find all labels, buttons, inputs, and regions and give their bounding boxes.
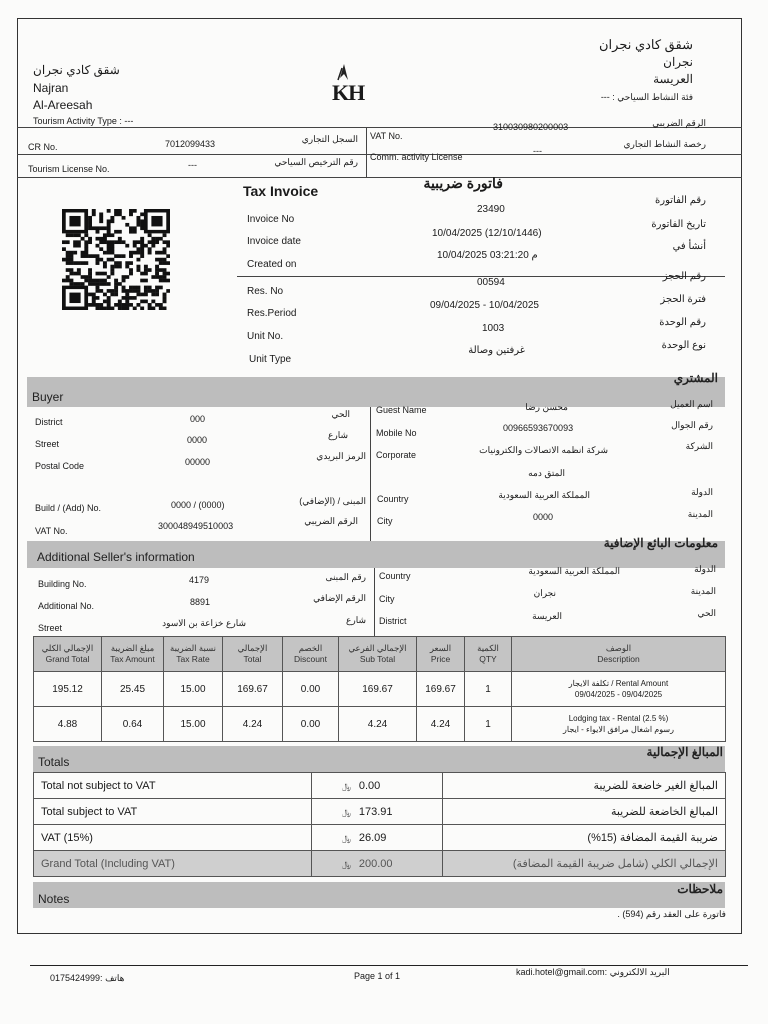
col-tax-amount: مبلغ الضريبة Tax Amount — [102, 637, 164, 672]
seller-additional-label-ar: الرقم الإضافي — [313, 593, 366, 603]
buyer-postal-label-ar: الرمز البريدي — [316, 451, 366, 461]
riyal-icon: ﷼ — [342, 781, 351, 791]
comm-license-value: --- — [533, 146, 542, 156]
grand-total-label: Grand Total (Including VAT) — [34, 851, 312, 877]
totals-title-ar: المبالغ الإجمالية — [646, 745, 723, 759]
tourism-license-label-ar: رقم الترخيص السياحي — [274, 157, 358, 167]
seller-country-value: المملكة العربية السعودية — [528, 566, 620, 576]
riyal-icon: ﷼ — [342, 833, 351, 843]
corporate-value: شركة انظمه الاتصالات والكترونيات — [479, 445, 608, 455]
cell-sub-total: 169.67 — [339, 672, 417, 707]
invoice-title-ar: فاتورة ضريبية — [423, 175, 503, 191]
cell-qty: 1 — [465, 672, 512, 707]
seller-district-label-ar: الحي — [697, 608, 716, 618]
comm-license-label-ar: رخصة النشاط التجاري — [623, 139, 706, 149]
cell-discount: 0.00 — [283, 672, 339, 707]
guest-name-value: محسن رضا — [525, 402, 568, 412]
buyer-vat-label-ar: الرقم الضريبي — [304, 516, 358, 526]
mobile-label-ar: رقم الجوال — [671, 420, 713, 430]
col-qty: الكمية QTY — [465, 637, 512, 672]
items-header-row — [34, 637, 726, 672]
seller-title-ar: معلومات البائع الإضافية — [603, 536, 718, 550]
total-not-vat-label-ar: المبالغ الغير خاضعة للضريبة — [443, 773, 726, 799]
items-table — [33, 636, 726, 742]
mobile-value: 00966593670093 — [503, 423, 574, 433]
totals-row — [34, 825, 726, 851]
total-vat-value: 173.91 — [358, 805, 393, 818]
buyer-build-value: 0000 / (0000) — [171, 500, 225, 510]
hotel-district-en: Al-Areesah — [33, 98, 93, 112]
total-not-vat-label: Total not subject to VAT — [34, 773, 312, 799]
buyer-title-ar: المشتري — [673, 371, 718, 385]
hotel-city-ar: نجران — [663, 55, 693, 69]
invoice-no-label: Invoice No — [247, 214, 295, 225]
seller-country-label: Country — [379, 571, 411, 581]
cr-label: CR No. — [28, 142, 58, 152]
table-row — [34, 707, 726, 742]
cell-price: 4.24 — [417, 707, 465, 742]
vat-amount-label: VAT (15%) — [34, 825, 312, 851]
cell-total: 4.24 — [223, 707, 283, 742]
vat-label-ar: الرقم الضريبي — [652, 118, 706, 128]
seller-district-value: العريسة — [532, 611, 562, 621]
seller-city-value: نجران — [533, 588, 556, 598]
buyer-city-value: 0000 — [533, 512, 554, 522]
res-period-label-ar: فترة الحجز — [660, 294, 706, 305]
col-sub-total: الإجمالي الفرعي Sub Total — [339, 637, 417, 672]
seller-street-value: شارع خزاعة بن الاسود — [162, 618, 246, 628]
buyer-build-label-ar: المبنى / (الإضافي) — [299, 496, 366, 506]
divider — [370, 407, 371, 541]
qr-code — [62, 209, 170, 310]
invoice-date-label: Invoice date — [247, 236, 301, 247]
buyer-street-label-ar: شارع — [328, 430, 348, 440]
cell-total: 169.67 — [223, 672, 283, 707]
buyer-district-label-ar: الحي — [331, 409, 350, 419]
hotel-activity-ar: فئة النشاط السياحي : --- — [600, 92, 693, 102]
unit-no-value: 1003 — [482, 323, 505, 334]
hotel-name-ar: شقق كادي نجران — [599, 37, 693, 52]
footer-divider — [30, 965, 748, 966]
corporate-label: Corporate — [376, 450, 417, 460]
tourism-license-label: Tourism License No. — [28, 164, 110, 174]
seller-country-label-ar: الدولة — [694, 564, 716, 574]
divider — [374, 568, 375, 636]
buyer-city-label: City — [377, 516, 393, 526]
created-on-label: Created on — [247, 259, 297, 270]
grand-total-row — [34, 851, 726, 877]
buyer-postal-value: 00000 — [185, 457, 211, 467]
footer-page: Page 1 of 1 — [354, 971, 401, 981]
vat-amount-value-cell — [312, 825, 443, 851]
guest-name-label: Guest Name — [376, 405, 427, 415]
seller-additional-label: Additional No. — [38, 601, 95, 611]
col-description: الوصف Description — [512, 637, 726, 672]
seller-street-label-ar: شارع — [346, 615, 366, 625]
hotel-logo — [330, 58, 384, 108]
unit-type-label-ar: نوع الوحدة — [661, 340, 706, 351]
buyer-postal-label: Postal Code — [35, 461, 85, 471]
tourism-license-value: --- — [188, 160, 197, 170]
buyer-country-label: Country — [377, 494, 409, 504]
cell-price: 169.67 — [417, 672, 465, 707]
mobile-label: Mobile No — [376, 428, 417, 438]
cell-grand-total: 4.88 — [34, 707, 102, 742]
footer-email: kadi.hotel@gmail.com: البريد الالكتروني — [516, 967, 670, 977]
unit-no-label: Unit No. — [247, 331, 284, 342]
grand-total-value-cell — [312, 851, 443, 877]
totals-table — [33, 772, 726, 877]
seller-building-value: 4179 — [189, 575, 210, 585]
notes-title-en: Notes — [38, 892, 70, 906]
hotel-name-ar-left: شقق كادي نجران — [33, 63, 120, 77]
divider — [17, 127, 742, 128]
hotel-activity-en: Tourism Activity Type : --- — [33, 116, 134, 126]
riyal-icon: ﷼ — [342, 807, 351, 817]
cell-description: تكلفة الايجار / Rental Amount 09/04/2025 - 09/04/2025 — [512, 672, 726, 707]
col-tax-rate: نسبة الضريبة Tax Rate — [164, 637, 223, 672]
buyer-street-value: 0000 — [187, 435, 208, 445]
res-no-value: 00594 — [477, 277, 505, 288]
buyer-vat-value: 300048949510003 — [158, 521, 234, 531]
totals-row — [34, 773, 726, 799]
cell-sub-total: 4.24 — [339, 707, 417, 742]
guest-name-label-ar: اسم العميل — [670, 399, 713, 409]
corporate-label-ar: الشركة — [685, 441, 713, 451]
seller-district-label: District — [379, 616, 407, 626]
col-discount: الخصم Discount — [283, 637, 339, 672]
buyer-section-bar — [27, 377, 725, 407]
cell-tax-amount: 25.45 — [102, 672, 164, 707]
total-vat-label-ar: المبالغ الخاضعة للضريبة — [443, 799, 726, 825]
buyer-build-label: Build / (Add) No. — [35, 503, 102, 513]
invoice-date-value: 10/04/2025 (12/10/1446) — [432, 228, 542, 239]
seller-city-label-ar: المدينة — [690, 586, 716, 596]
col-grand-total: الإجمالي الكلي Grand Total — [34, 637, 102, 672]
totals-section-bar — [33, 746, 725, 772]
seller-building-label: Building No. — [38, 579, 87, 589]
cell-tax-amount: 0.64 — [102, 707, 164, 742]
cr-value: 7012099433 — [165, 139, 216, 149]
invoice-no-label-ar: رقم الفاتورة — [655, 195, 706, 206]
buyer-city-label-ar: المدينة — [687, 509, 713, 519]
total-vat-value-cell — [312, 799, 443, 825]
vat-label: VAT No. — [370, 131, 403, 141]
unit-no-label-ar: رقم الوحدة — [659, 317, 706, 328]
invoice-date-label-ar: تاريخ الفاتورة — [651, 219, 706, 230]
buyer-title-en: Buyer — [32, 390, 64, 404]
buyer-street-label: Street — [35, 439, 60, 449]
res-period-label: Res.Period — [247, 308, 297, 319]
unit-type-label: Unit Type — [249, 354, 292, 365]
created-on-label-ar: أنشأ في — [672, 241, 706, 252]
divider — [17, 177, 742, 178]
cell-qty: 1 — [465, 707, 512, 742]
notes-text: فاتورة على العقد رقم (594) . — [617, 909, 726, 919]
buyer-district-label: District — [35, 417, 63, 427]
hotel-city-en: Najran — [33, 81, 69, 95]
cr-label-ar: السجل التجاري — [301, 134, 358, 144]
total-not-vat-value-cell — [312, 773, 443, 799]
totals-row — [34, 799, 726, 825]
res-no-label: Res. No — [247, 286, 284, 297]
cell-discount: 0.00 — [283, 707, 339, 742]
invoice-title-en: Tax Invoice — [243, 183, 319, 199]
buyer-country-label-ar: الدولة — [691, 487, 713, 497]
buyer-vat-label: VAT No. — [35, 526, 68, 536]
vat-value: 310030980200003 — [493, 122, 569, 132]
grand-total-value: 200.00 — [358, 857, 393, 870]
footer-phone: 0175424999: هاتف — [50, 973, 125, 983]
buyer-country-value: المملكة العربية السعودية — [498, 490, 590, 500]
seller-street-label: Street — [38, 623, 63, 633]
grand-total-label-ar: الإجمالي الكلي (شامل ضريبة القيمة المضافة) — [443, 851, 726, 877]
total-not-vat-value: 0.00 — [358, 779, 381, 792]
seller-building-label-ar: رقم المبنى — [325, 572, 366, 582]
totals-title-en: Totals — [38, 755, 70, 769]
cell-tax-rate: 15.00 — [164, 672, 223, 707]
comm-license-label: Comm. activity License — [370, 152, 463, 162]
logo-text: KH — [332, 80, 365, 105]
col-price: السعر Price — [417, 637, 465, 672]
invoice-no-value: 23490 — [477, 204, 505, 215]
notes-title-ar: ملاحظات — [677, 882, 723, 896]
total-vat-label: Total subject to VAT — [34, 799, 312, 825]
cell-tax-rate: 15.00 — [164, 707, 223, 742]
buyer-district-value: 000 — [190, 414, 206, 424]
corporate-value-2: المتق دمه — [528, 468, 565, 478]
cell-description: Lodging tax - Rental (2.5 %) رسوم اشغال مرافق الايواء - ايجار — [512, 707, 726, 742]
seller-title-en: Additional Seller's information — [37, 550, 195, 564]
table-row — [34, 672, 726, 707]
hotel-district-ar: العريسة — [653, 72, 693, 86]
notes-section-bar — [33, 882, 725, 908]
divider — [366, 127, 367, 177]
created-on-value: 10/04/2025 03:21:20 م — [437, 250, 538, 261]
seller-additional-value: 8891 — [190, 597, 211, 607]
vat-amount-label-ar: ضريبة القيمة المضافة (15%) — [443, 825, 726, 851]
cell-grand-total: 195.12 — [34, 672, 102, 707]
unit-type-value: غرفتين وصالة — [468, 345, 525, 356]
riyal-icon: ﷼ — [342, 859, 351, 869]
seller-city-label: City — [379, 594, 395, 604]
vat-amount-value: 26.09 — [358, 831, 387, 844]
res-no-label-ar: رقم الحجز — [662, 271, 706, 282]
col-total: الإجمالي Total — [223, 637, 283, 672]
res-period-value: 09/04/2025 - 10/04/2025 — [430, 300, 539, 311]
